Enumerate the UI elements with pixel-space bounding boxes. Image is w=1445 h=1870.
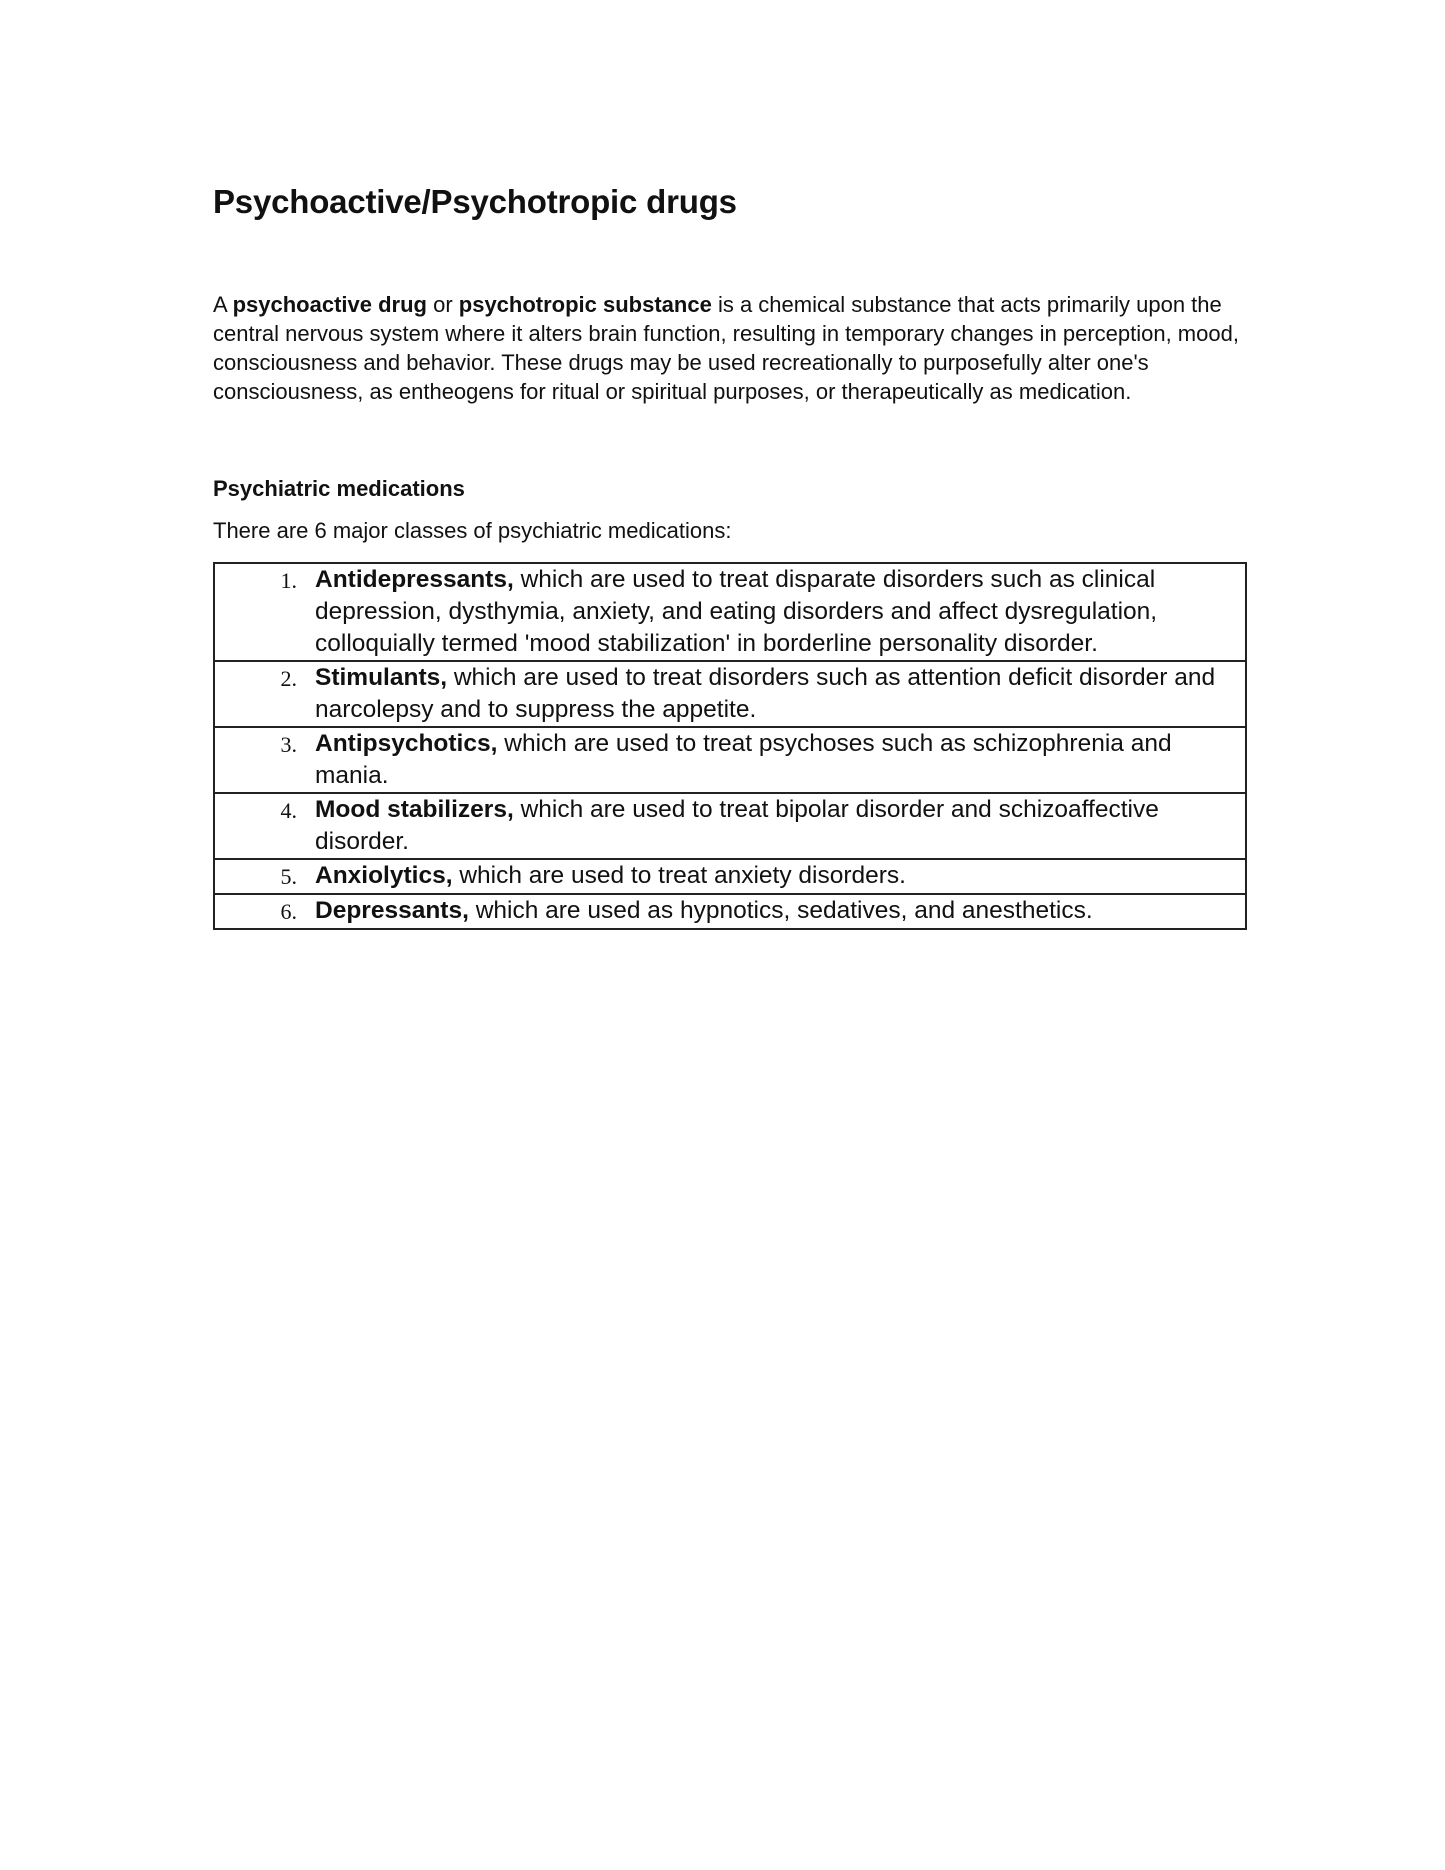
medication-classes-table bbox=[213, 562, 1247, 930]
row-number: 2. bbox=[214, 661, 307, 727]
row-number: 3. bbox=[214, 727, 307, 793]
row-text bbox=[307, 727, 1246, 793]
document-page bbox=[213, 178, 1253, 930]
class-description: which are used to treat bipolar disorder and schizoaffective disorder. bbox=[315, 796, 1159, 855]
table-row bbox=[214, 661, 1246, 727]
intro-text-1: A bbox=[213, 292, 233, 317]
section-heading: Psychiatric medications bbox=[213, 476, 465, 501]
row-number: 5. bbox=[214, 859, 307, 894]
class-description: which are used as hypnotics, sedatives, and anesthetics. bbox=[468, 897, 1093, 924]
row-text bbox=[307, 661, 1246, 727]
intro-term-psychotropic-substance: psychotropic substance bbox=[458, 292, 712, 317]
class-description: which are used to treat anxiety disorders. bbox=[452, 862, 906, 889]
intro-term-psychoactive-drug: psychoactive drug bbox=[232, 292, 427, 317]
class-term: Antidepressants, bbox=[315, 566, 514, 593]
row-number: 6. bbox=[214, 894, 307, 929]
class-term: Depressants, bbox=[315, 897, 469, 924]
intro-text-2: or bbox=[426, 292, 459, 317]
section-lead: There are 6 major classes of psychiatric medications: bbox=[213, 518, 732, 543]
document-title: Psychoactive/Psychotropic drugs bbox=[213, 183, 737, 220]
class-term: Anxiolytics, bbox=[315, 862, 453, 889]
row-text bbox=[307, 793, 1246, 859]
row-text bbox=[307, 563, 1246, 661]
class-term: Stimulants, bbox=[315, 664, 448, 691]
class-term: Mood stabilizers, bbox=[315, 796, 514, 823]
row-number: 4. bbox=[214, 793, 307, 859]
table-row bbox=[214, 894, 1246, 929]
class-term: Antipsychotics, bbox=[315, 730, 498, 757]
class-description: which are used to treat disorders such as attention deficit disorder and narcolepsy and to suppress the appetite. bbox=[315, 664, 1216, 723]
intro-paragraph bbox=[213, 290, 1243, 406]
row-number: 1. bbox=[280, 568, 297, 593]
intro-text-3: is a chemical substance that acts primarily upon the central nervous system where it alters brain function, resulting in temporary changes in perception, mood, consciousness and behavior. These drugs may be used recreationally to purposefully alter one's consciousness, as entheogens for ritual or spiritual purposes, or therapeutically as medication. bbox=[213, 292, 1239, 404]
row-text bbox=[307, 859, 1246, 894]
table-row bbox=[214, 563, 1246, 661]
table-row bbox=[214, 793, 1246, 859]
table-row bbox=[214, 727, 1246, 793]
class-description: which are used to treat disparate disorders such as clinical depression, dysthymia, anxiety, and eating disorders and affect dysregulation, colloquially termed 'mood stabilization' in borderline personality disorder. bbox=[315, 566, 1158, 657]
row-text bbox=[307, 894, 1246, 929]
table-row bbox=[214, 859, 1246, 894]
class-description: which are used to treat psychoses such as schizophrenia and mania. bbox=[315, 730, 1172, 789]
